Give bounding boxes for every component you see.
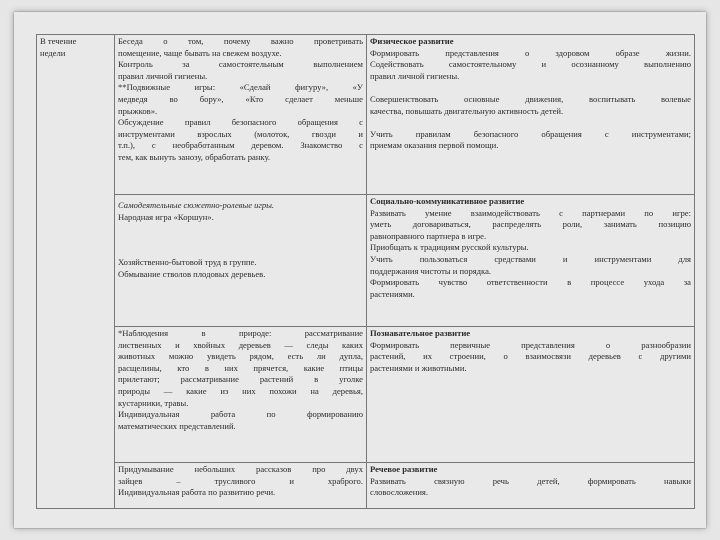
text-line: Учить пользоваться средствами и инструментами для bbox=[370, 253, 691, 264]
period-label: В течение bbox=[40, 36, 77, 46]
text-line: природы — какие из них похожи на деревья, bbox=[118, 385, 363, 396]
text-line: кустарники, травы. bbox=[118, 397, 189, 408]
text-line: Развивать умение взаимодействовать с партнерами по игре: bbox=[370, 207, 691, 218]
goal-cell bbox=[367, 35, 695, 195]
text-line: прилетают; рассматривание растений в уголке bbox=[118, 374, 363, 385]
text-line: Формировать первичные представления о разнообразии bbox=[370, 339, 691, 350]
section-heading: Речевое развитие bbox=[370, 464, 438, 474]
text-line: правил личной гигиены. bbox=[118, 70, 208, 81]
text-line: лиственных и хвойных деревьев — следы каких bbox=[118, 339, 363, 350]
text-line: Учить правилам безопасного обращения с инструментами; bbox=[370, 128, 691, 139]
text-line: математических представлений. bbox=[118, 420, 236, 431]
activity-cell bbox=[115, 327, 367, 463]
goal-cell bbox=[367, 463, 695, 509]
text-line: растений, их строении, о взаимосвязи деревьев с другими bbox=[370, 351, 691, 362]
text-line: поддержания чистоты и порядка. bbox=[370, 265, 492, 276]
period-label: недели bbox=[40, 47, 66, 58]
period-cell bbox=[37, 35, 115, 509]
text-line: качества, повышать двигательную активность детей. bbox=[370, 105, 564, 116]
text-line: Обсуждение правил безопасного обращения с bbox=[118, 117, 363, 128]
text-line: помещение, чаще бывать на свежем воздухе. bbox=[118, 47, 282, 58]
text-line: Придумывание небольших рассказов про двух bbox=[118, 464, 363, 474]
text-line: растениями и животными. bbox=[370, 362, 467, 373]
text-line: Приобщать к традициям русской культуры. bbox=[370, 242, 529, 253]
text-line: Хозяйственно-бытовой труд в группе. bbox=[118, 257, 257, 268]
text-line: Индивидуальная работа по развитию речи. bbox=[118, 487, 276, 498]
text-line: зайцев – трусливого и храброго. bbox=[118, 475, 363, 486]
text-line: прыжков». bbox=[118, 105, 158, 116]
text-line: Контроль за самостоятельным выполнением bbox=[118, 59, 363, 70]
text-line: Самодеятельные сюжетно-ролевые игры. bbox=[118, 200, 275, 210]
table-row bbox=[37, 463, 695, 509]
text-line: правил личной гигиены. bbox=[370, 70, 460, 81]
table-row bbox=[37, 35, 695, 195]
text-line: расщелины, кто в них прячется, какие птицы bbox=[118, 362, 363, 373]
activity-cell bbox=[115, 195, 367, 327]
text-line: Индивидуальная работа по формированию bbox=[118, 409, 363, 420]
document-page bbox=[14, 12, 706, 528]
activity-cell bbox=[115, 463, 367, 509]
activity-cell bbox=[115, 35, 367, 195]
text-line: инструментами взрослых (молоток, гвозди и bbox=[118, 128, 363, 139]
text-line: Формировать чувство ответственности в процессе ухода за bbox=[370, 277, 691, 288]
goal-cell bbox=[367, 195, 695, 327]
text-line: Народная игра «Коршун». bbox=[118, 211, 214, 222]
text-line: тем, как вынуть занозу, обработать ранку. bbox=[118, 151, 271, 162]
section-heading: Познавательное развитие bbox=[370, 328, 471, 338]
plan-table bbox=[36, 34, 695, 509]
section-heading: Социально-коммуникативное развитие bbox=[370, 196, 525, 206]
text-line: уметь договариваться, распределять роли, занимать позицию bbox=[370, 219, 691, 230]
text-line: *Наблюдения в природе: рассматривание bbox=[118, 328, 363, 338]
section-heading: Физическое развитие bbox=[370, 36, 454, 46]
table-row bbox=[37, 327, 695, 463]
text-line: растениями. bbox=[370, 288, 415, 299]
text-line: медведя во бору», «Кто сделает меньше bbox=[118, 93, 363, 104]
text-line: Развивать связную речь детей, формировать навыки bbox=[370, 475, 691, 486]
table-row bbox=[37, 195, 695, 327]
text-line: приемам оказания первой помощи. bbox=[370, 140, 499, 151]
text-line: Беседа о том, почему важно проветривать bbox=[118, 36, 363, 46]
text-line: Формировать представления о здоровом образе жизни. bbox=[370, 47, 691, 58]
text-line: т.п.), с необработанным деревом. Знакомство с bbox=[118, 140, 363, 151]
text-line: **Подвижные игры: «Сделай фигуру», «У bbox=[118, 82, 363, 93]
text-line: Обмывание стволов плодовых деревьев. bbox=[118, 268, 266, 279]
text-line: Содействовать самостоятельному и осознанному выполнению bbox=[370, 59, 691, 70]
text-line: словосложения. bbox=[370, 487, 429, 498]
text-line: равноправного партнера в игре. bbox=[370, 230, 487, 241]
text-line: Совершенствовать основные движения, воспитывать волевые bbox=[370, 93, 691, 104]
text-line: животных можно увидеть рядом, есть ли дупла, bbox=[118, 351, 363, 362]
goal-cell bbox=[367, 327, 695, 463]
